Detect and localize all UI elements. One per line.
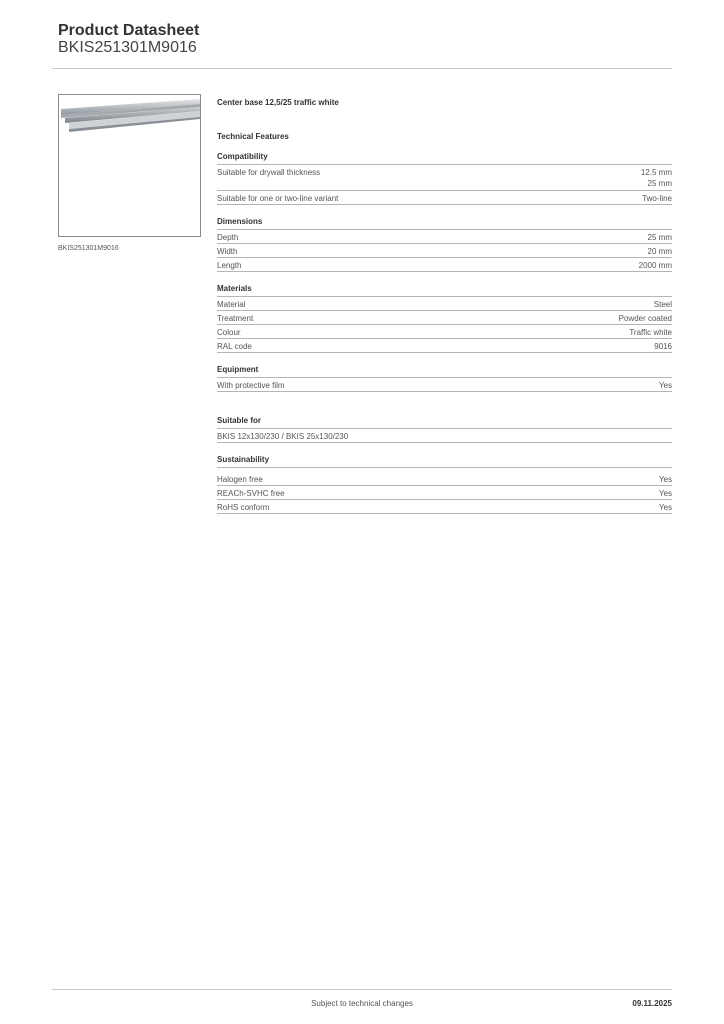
technical-features-label: Technical Features (217, 132, 289, 141)
spec-value: 2000 mm (638, 261, 672, 270)
spec-value (641, 167, 672, 190)
spec-value: Two-line (642, 194, 672, 203)
section-heading-materials: Materials (217, 282, 672, 297)
spec-value-line: 25 mm (647, 179, 672, 188)
rail-profile-illustration (59, 95, 200, 236)
product-name: Center base 12,5/25 traffic white (217, 98, 339, 107)
spec-value: Yes (658, 475, 672, 484)
spec-value: Yes (658, 503, 672, 512)
footer-date: 09.11.2025 (632, 999, 672, 1008)
spec-label: Halogen free (217, 475, 263, 484)
suitable-for-value: BKIS 12x130/230 / BKIS 25x130/230 (217, 432, 349, 441)
spec-row (217, 297, 672, 311)
spec-row (217, 429, 672, 443)
spec-label: Width (217, 247, 238, 256)
spec-label: Material (217, 300, 246, 309)
spec-value: 20 mm (647, 247, 672, 256)
spec-row (217, 191, 672, 205)
spec-label: Depth (217, 233, 239, 242)
spec-value: Steel (653, 300, 672, 309)
spec-value: Powder coated (618, 314, 672, 323)
spec-label: With protective film (217, 381, 285, 390)
product-image (58, 94, 201, 237)
spec-value-line: 12.5 mm (640, 168, 672, 177)
spec-row (217, 230, 672, 244)
spec-row (217, 311, 672, 325)
section-heading-compatibility: Compatibility (217, 150, 672, 165)
section-heading-dimensions: Dimensions (217, 215, 672, 230)
footer-divider (52, 989, 672, 990)
spec-row (217, 165, 672, 191)
spec-label: Suitable for one or two-line variant (217, 194, 339, 203)
spec-label: Length (217, 261, 242, 270)
spec-row (217, 325, 672, 339)
spec-value: Traffic white (629, 328, 672, 337)
spec-row (217, 339, 672, 353)
product-code: BKIS251301M9016 (58, 39, 197, 56)
spec-row (217, 258, 672, 272)
spec-label: Colour (217, 328, 241, 337)
spec-row (217, 244, 672, 258)
spec-row (217, 500, 672, 514)
spec-value: Yes (658, 489, 672, 498)
spec-label: REACh-SVHC free (217, 489, 285, 498)
spec-row (217, 472, 672, 486)
spec-value: 25 mm (647, 233, 672, 242)
spec-label: RoHS conform (217, 503, 270, 512)
spec-row (217, 486, 672, 500)
spec-row (217, 378, 672, 392)
header-divider (52, 68, 672, 69)
spec-label: Treatment (217, 314, 254, 323)
spec-label: RAL code (217, 342, 252, 351)
spec-label: Suitable for drywall thickness (217, 168, 321, 177)
spec-content (217, 96, 672, 514)
spec-value: Yes (658, 381, 672, 390)
section-heading-sustainability: Sustainability (217, 453, 672, 468)
page-title: Product Datasheet (58, 22, 200, 39)
footer-note: Subject to technical changes (311, 999, 413, 1008)
section-heading-equipment: Equipment (217, 363, 672, 378)
section-heading-suitable-for: Suitable for (217, 414, 672, 429)
image-caption: BKIS251301M9016 (58, 245, 119, 252)
spec-value: 9016 (654, 342, 672, 351)
